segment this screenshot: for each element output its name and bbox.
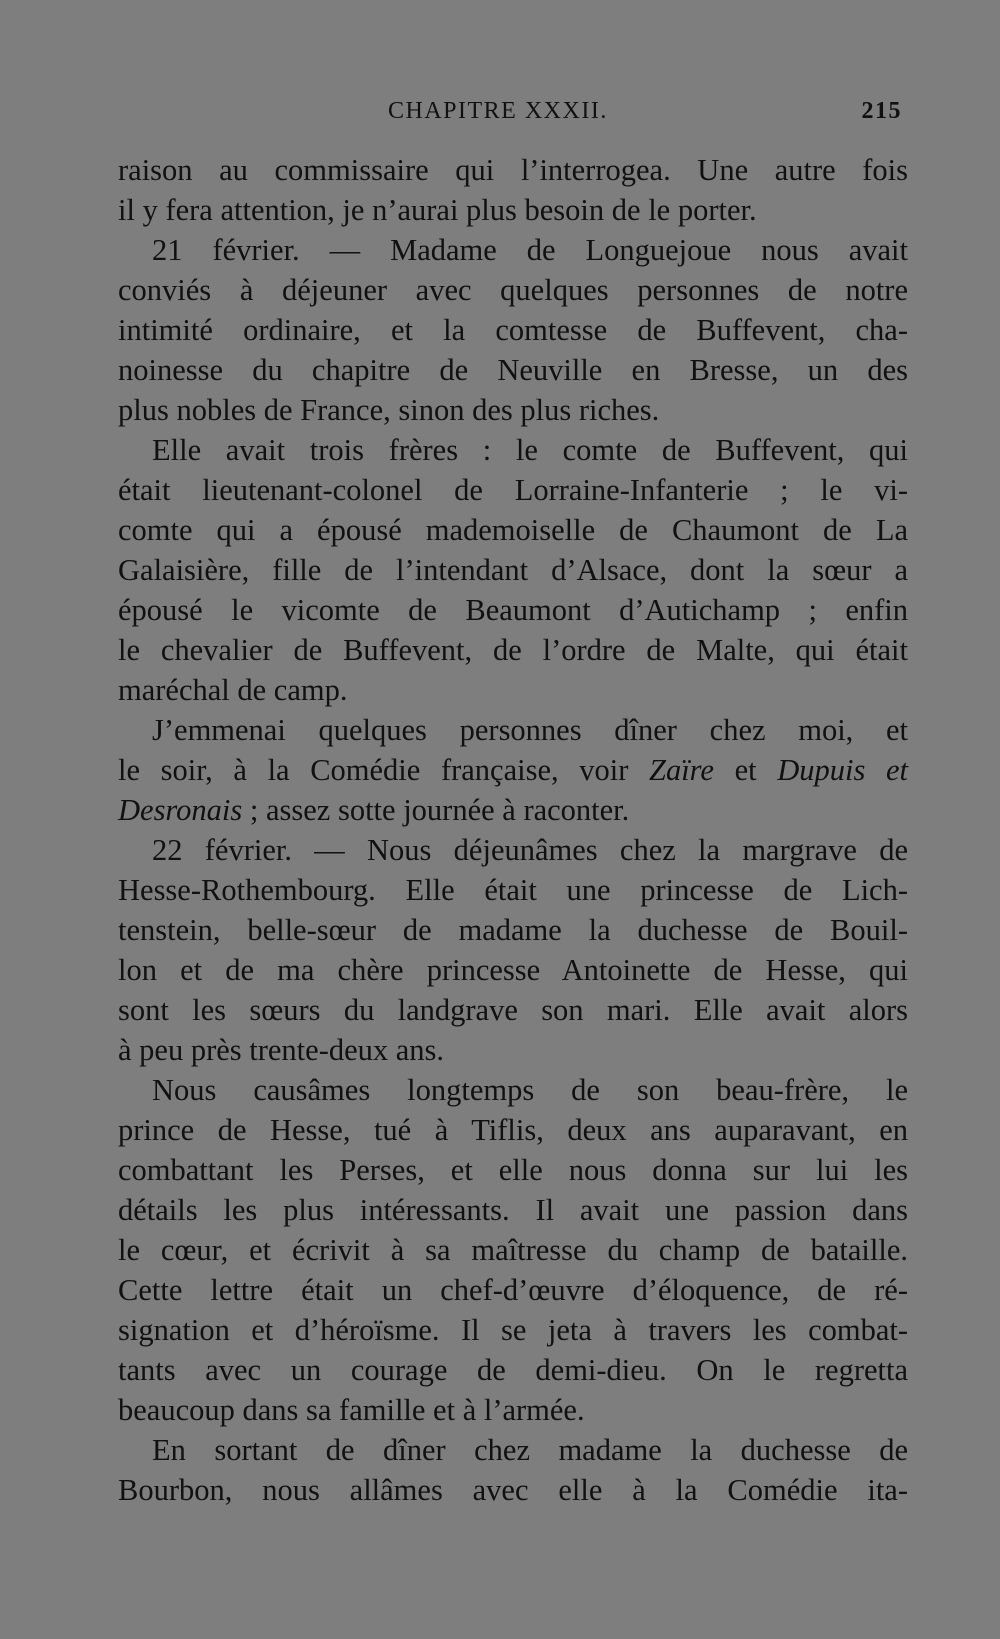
text-line: intimité ordinaire, et la comtesse de Buffevent, cha- [118,313,908,347]
work-title-desronais: Desronais [118,793,243,827]
text-line: comte qui a épousé mademoiselle de Chaumont de La [118,513,908,547]
text-line-with-titles [118,790,908,830]
text-line: raison au commissaire qui l’interrogea. Une autre fois [118,153,908,187]
body-text [118,150,908,1510]
work-title-zaire: Zaïre [649,753,714,787]
work-title-dupuis: Dupuis et [777,753,908,787]
text-line: le cœur, et écrivit à sa maîtresse du champ de bataille. [118,1233,908,1267]
text-segment: et [713,753,778,787]
text-line: était lieutenant-colonel de Lorraine-Infanterie ; le vi- [118,473,908,507]
text-line: signation et d’héroïsme. Il se jeta à travers les combat- [118,1313,908,1347]
text-line: tants avec un courage de demi-dieu. On le regretta [118,1353,908,1387]
text-line: prince de Hesse, tué à Tiflis, deux ans auparavant, en [118,1113,908,1147]
text-line: En sortant de dîner chez madame la duchesse de [152,1433,908,1467]
text-line: beaucoup dans sa famille et à l’armée. [118,1393,585,1427]
text-line: Hesse-Rothembourg. Elle était une princesse de Lich- [118,873,908,907]
text-line: maréchal de camp. [118,673,348,707]
text-line: conviés à déjeuner avec quelques personnes de notre [118,273,908,307]
running-title: CHAPITRE XXXII. [388,98,608,124]
text-line: 21 février. — Madame de Longuejoue nous avait [152,233,908,267]
text-line: sont les sœurs du landgrave son mari. Elle avait alors [118,993,908,1027]
text-line: plus nobles de France, sinon des plus riches. [118,393,660,427]
text-line: lon et de ma chère princesse Antoinette de Hesse, qui [118,953,908,987]
text-line: J’emmenai quelques personnes dîner chez moi, et [152,713,908,747]
text-line: tenstein, belle-sœur de madame la duchesse de Bouil- [118,913,908,947]
text-line: épousé le vicomte de Beaumont d’Autichamp ; enfin [118,593,908,627]
text-line: combattant les Perses, et elle nous donna sur lui les [118,1153,908,1187]
text-line: détails les plus intéressants. Il avait une passion dans [118,1193,908,1227]
text-line: Bourbon, nous allâmes avec elle à la Comédie ita- [118,1473,908,1507]
text-line: Galaisière, fille de l’intendant d’Alsace, dont la sœur a [118,553,908,587]
text-line-with-titles [118,750,908,790]
text-line: le chevalier de Buffevent, de l’ordre de Malte, qui était [118,633,908,667]
text-line: Elle avait trois frères : le comte de Buffevent, qui [152,433,908,467]
text-line: Cette lettre était un chef-d’œuvre d’éloquence, de ré- [118,1273,908,1307]
page-number: 215 [861,98,902,124]
text-line: à peu près trente-deux ans. [118,1033,445,1067]
text-segment: ; assez sotte journée à raconter. [242,793,630,827]
text-line: 22 février. — Nous déjeunâmes chez la margrave de [152,833,908,867]
text-line: il y fera attention, je n’aurai plus besoin de le porter. [118,193,757,227]
text-line: noinesse du chapitre de Neuville en Bresse, un des [118,353,908,387]
running-head [118,98,908,138]
text-line: Nous causâmes longtemps de son beau-frère, le [152,1073,908,1107]
text-segment: le soir, à la Comédie française, voir [118,753,649,787]
